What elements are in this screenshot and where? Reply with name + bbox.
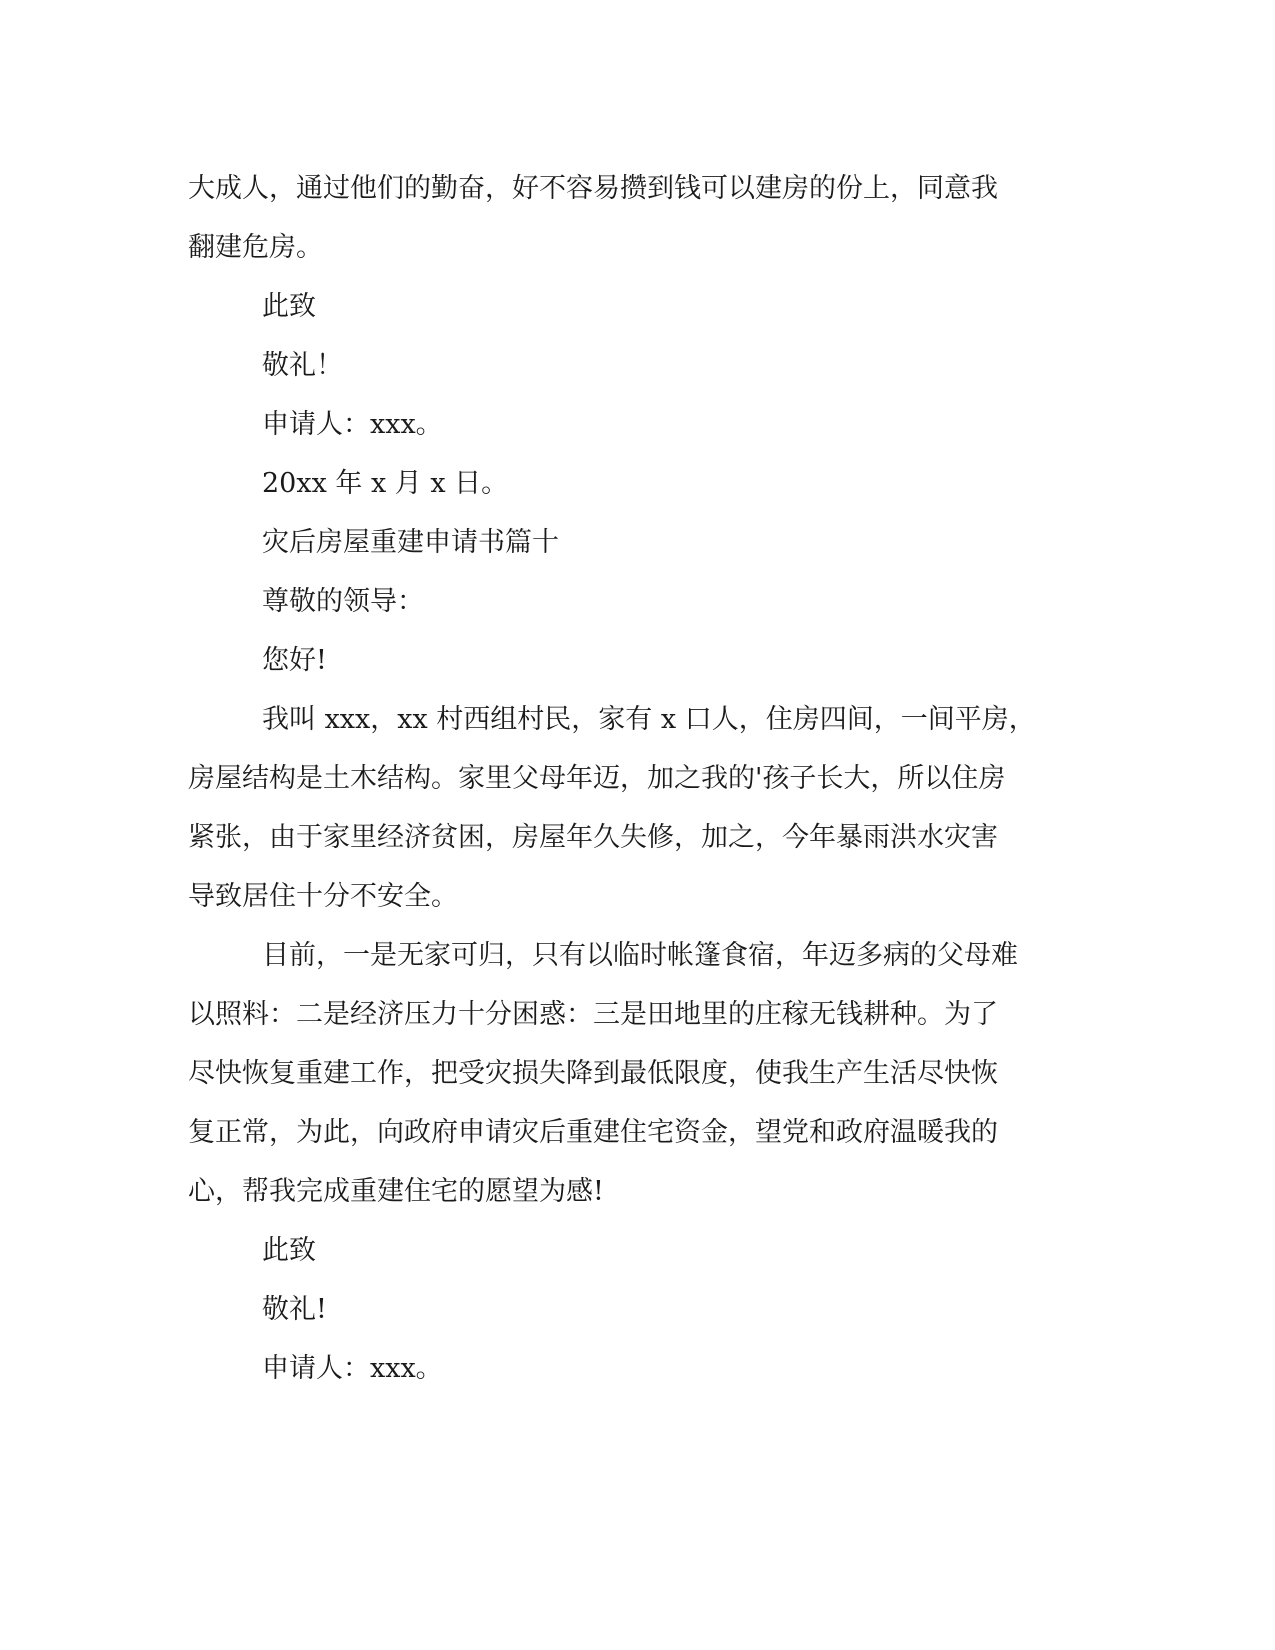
body-line-12: 紧张，由于家里经济贫困，房屋年久失修，加之，今年暴雨洪水灾害 xyxy=(188,822,998,853)
body-line-18: 心，帮我完成重建住宅的愿望为感! xyxy=(188,1176,604,1207)
body-line-16: 尽快恢复重建工作，把受灾损失降到最低限度，使我生产生活尽快恢 xyxy=(188,1058,998,1089)
body-line-2: 翻建危房。 xyxy=(188,232,323,263)
closing-salutation-2: 此致 xyxy=(262,1235,316,1266)
closing-regards: 敬礼！ xyxy=(262,350,343,381)
greeting: 您好! xyxy=(262,645,327,676)
addressee: 尊敬的领导： xyxy=(262,586,424,617)
body-line-15: 以照料：二是经济压力十分困惑：三是田地里的庄稼无钱耕种。为了 xyxy=(188,999,998,1030)
body-line-13: 导致居住十分不安全。 xyxy=(188,881,458,912)
closing-salutation: 此致 xyxy=(262,291,316,322)
applicant-signature-2: 申请人：xxx。 xyxy=(262,1353,443,1384)
body-line-14: 目前，一是无家可归，只有以临时帐篷食宿，年迈多病的父母难 xyxy=(262,940,1018,971)
closing-regards-2: 敬礼! xyxy=(262,1294,327,1325)
applicant-signature: 申请人：xxx。 xyxy=(262,409,443,440)
date-line: 20xx 年 x 月 x 日。 xyxy=(262,468,509,499)
body-line-1: 大成人，通过他们的勤奋，好不容易攒到钱可以建房的份上，同意我 xyxy=(188,173,998,204)
section-title: 灾后房屋重建申请书篇十 xyxy=(262,527,559,558)
body-line-11: 房屋结构是土木结构。家里父母年迈，加之我的'孩子长大，所以住房 xyxy=(188,763,1006,794)
body-line-17: 复正常，为此，向政府申请灾后重建住宅资金，望党和政府温暖我的 xyxy=(188,1117,998,1148)
body-line-10: 我叫 xxx，xx 村西组村民，家有 x 口人，住房四间，一间平房， xyxy=(262,704,1036,735)
